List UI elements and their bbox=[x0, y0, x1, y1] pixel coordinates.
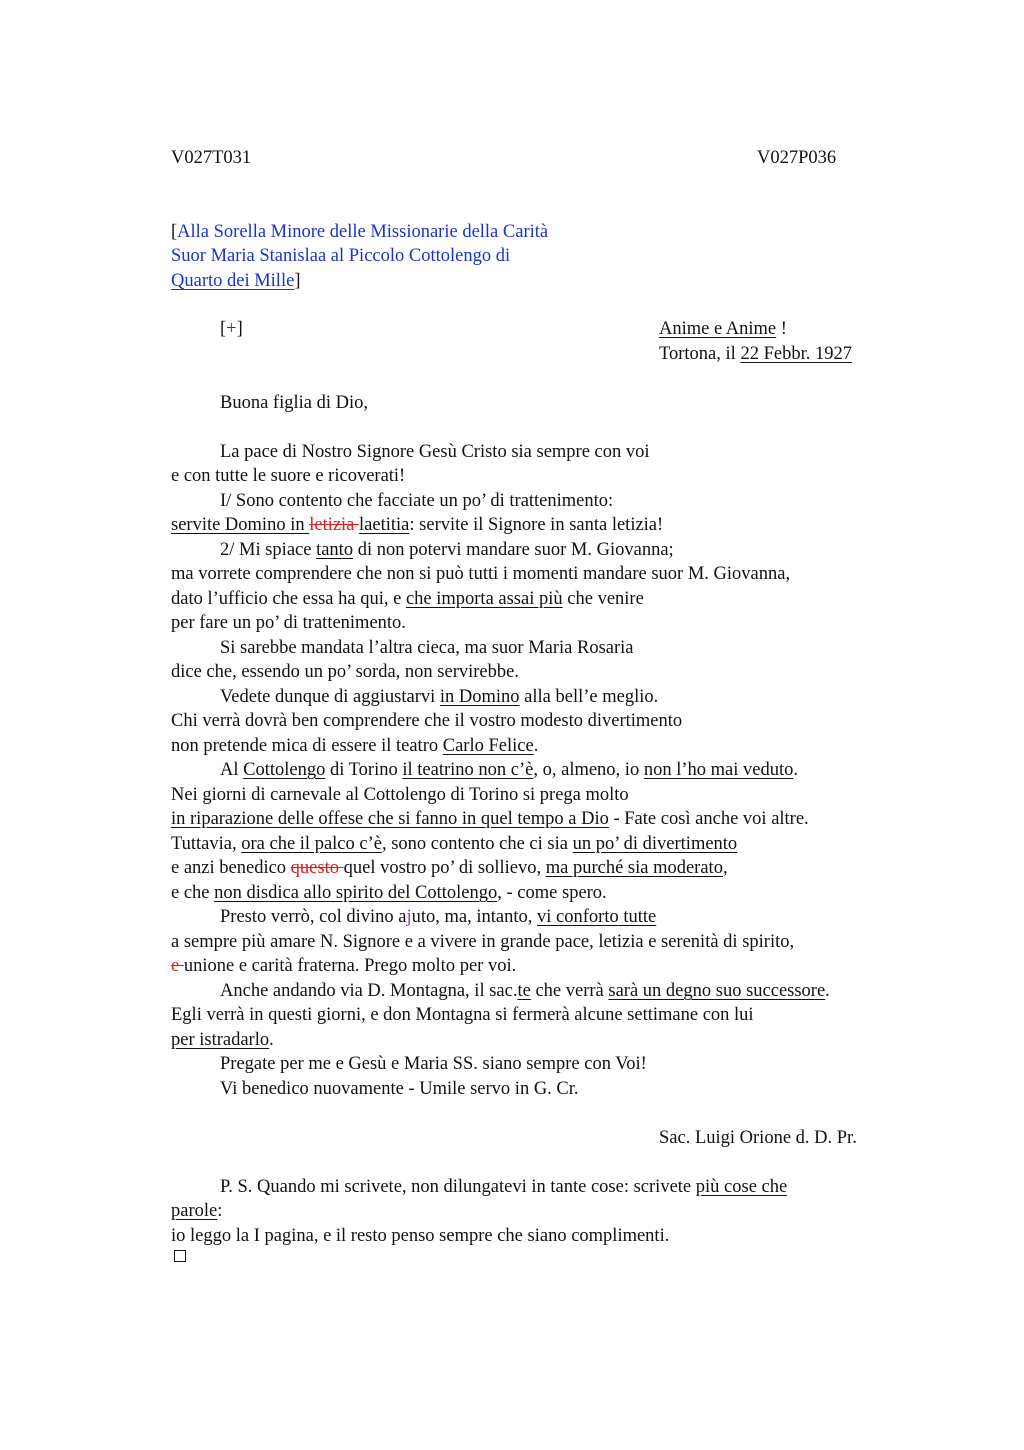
text-span: Al bbox=[220, 760, 244, 780]
underlined-phrase: servite Domino in bbox=[171, 515, 310, 535]
text-span: dato l’ufficio che essa ha qui, e bbox=[171, 589, 406, 609]
text-span: . bbox=[793, 760, 798, 780]
document-code-left: V027T031 bbox=[171, 148, 252, 168]
body-line bbox=[171, 884, 607, 903]
underlined-phrase: ora che il palco c’è bbox=[241, 834, 382, 854]
text-span: , bbox=[722, 858, 728, 878]
text-span: uto, ma, intanto, bbox=[411, 907, 538, 927]
body-line: e con tutte le suore e ricoverati! bbox=[171, 466, 406, 486]
end-box-icon bbox=[174, 1250, 186, 1262]
text-span: e anzi benedico bbox=[171, 858, 291, 878]
body-line: Nei giorni di carnevale al Cottolengo di Torino si prega molto bbox=[171, 785, 629, 805]
text-span: P. S. Quando mi scrivete, non dilungatevi in tante cose: scrivete bbox=[220, 1177, 696, 1197]
address-line-1: [Alla Sorella Minore delle Missionarie della Carità bbox=[171, 222, 549, 242]
underlined-phrase: vi conforto tutte bbox=[537, 907, 657, 927]
address-line-3: Quarto dei Mille] bbox=[171, 271, 301, 291]
body-line bbox=[220, 761, 798, 780]
underlined-phrase: parole bbox=[171, 1201, 218, 1221]
body-line: La pace di Nostro Signore Gesù Cristo sia sempre con voi bbox=[220, 442, 650, 462]
underlined-phrase: tanto bbox=[316, 540, 354, 560]
inserted-letter: j bbox=[406, 907, 412, 927]
text-span: , sono contento che ci sia bbox=[381, 834, 573, 854]
text-span: . bbox=[533, 736, 539, 756]
body-line: a sempre più amare N. Signore e a vivere in grande pace, letizia e serenità di spirito, bbox=[171, 932, 795, 952]
text-span: quel vostro po’ di sollievo, bbox=[343, 858, 546, 878]
text-span: . bbox=[825, 981, 830, 1001]
underlined-phrase: ma purché sia moderato bbox=[545, 858, 723, 878]
body-line bbox=[171, 516, 663, 535]
body-line bbox=[220, 982, 830, 1001]
underlined-phrase: in riparazione delle offese che si fanno in quel tempo a Dio bbox=[171, 809, 609, 829]
underlined-phrase: il teatrino non c’è bbox=[402, 760, 534, 780]
deleted-word: questo bbox=[290, 858, 344, 878]
underlined-phrase: Carlo Felice bbox=[442, 736, 534, 756]
signature: Sac. Luigi Orione d. D. Pr. bbox=[659, 1128, 857, 1148]
cross-mark: [+] bbox=[220, 319, 243, 339]
underlined-phrase: più cose che bbox=[695, 1177, 788, 1197]
text-span: di Torino bbox=[325, 760, 403, 780]
body-line bbox=[220, 541, 674, 560]
text-span: , o, almeno, io bbox=[533, 760, 644, 780]
text-span: che verrà bbox=[530, 981, 609, 1001]
text-span: Tuttavia, bbox=[171, 834, 242, 854]
salutation: Buona figlia di Dio, bbox=[220, 393, 368, 413]
text-span: , - come spero. bbox=[497, 883, 607, 903]
body-line: per fare un po’ di trattenimento. bbox=[171, 613, 406, 633]
document-code-right: V027P036 bbox=[757, 148, 837, 168]
underlined-phrase: laetitia bbox=[359, 515, 410, 535]
place: Tortona, il bbox=[659, 344, 741, 364]
underlined-phrase: Cottolengo bbox=[243, 760, 326, 780]
body-line: I/ Sono contento che facciate un po’ di trattenimento: bbox=[220, 491, 614, 511]
underlined-phrase: un po’ di divertimento bbox=[572, 834, 738, 854]
text-span: - Fate così anche voi altre. bbox=[608, 809, 809, 829]
underlined-phrase: in Domino bbox=[439, 687, 520, 707]
body-line bbox=[171, 737, 538, 756]
text-span: non pretende mica di essere il teatro bbox=[171, 736, 443, 756]
text-span: che venire bbox=[562, 589, 644, 609]
body-line bbox=[171, 1031, 274, 1050]
motto-text: Anime e Anime bbox=[659, 319, 777, 339]
text-span: 2/ Mi spiace bbox=[220, 540, 317, 560]
text-span: alla bell’e meglio. bbox=[519, 687, 659, 707]
text-span: unione e carità fraterna. Prego molto per voi. bbox=[183, 956, 517, 976]
text-span: Vedete dunque di aggiustarvi bbox=[220, 687, 440, 707]
body-line bbox=[171, 810, 809, 829]
cross-symbol: + bbox=[226, 319, 237, 339]
address-text-1: Alla Sorella Minore delle Missionarie della Carità bbox=[177, 222, 549, 242]
motto bbox=[659, 320, 787, 339]
address-text-3: Quarto dei Mille bbox=[171, 271, 295, 291]
body-line: dice che, essendo un po’ sorda, non servirebbe. bbox=[171, 662, 519, 682]
body-line bbox=[171, 957, 516, 976]
body-line: Chi verrà dovrà ben comprendere che il vostro modesto divertimento bbox=[171, 711, 683, 731]
text-span: Presto verrò, col divino a bbox=[220, 907, 407, 927]
body-line bbox=[171, 835, 737, 854]
underlined-phrase: per istradarlo bbox=[171, 1030, 270, 1050]
text-span: e che bbox=[171, 883, 215, 903]
body-line: Egli verrà in questi giorni, e don Montagna si fermerà alcune settimane con lui bbox=[171, 1005, 754, 1025]
underlined-phrase: te bbox=[517, 981, 531, 1001]
underlined-phrase: non disdica allo spirito del Cottolengo bbox=[214, 883, 498, 903]
deleted-word: letizia bbox=[309, 515, 360, 535]
place-date bbox=[659, 345, 852, 364]
text-span: di non potervi mandare suor M. Giovanna; bbox=[353, 540, 674, 560]
text-span: : servite il Signore in santa letizia! bbox=[409, 515, 664, 535]
underlined-phrase: non l’ho mai veduto bbox=[643, 760, 794, 780]
text-span: Anche andando via D. Montagna, il sac. bbox=[220, 981, 518, 1001]
underlined-phrase: che importa assai più bbox=[405, 589, 563, 609]
body-line bbox=[171, 590, 644, 609]
address-line-2: Suor Maria Stanislaa al Piccolo Cottolengo di bbox=[171, 246, 511, 266]
body-line bbox=[220, 908, 656, 927]
motto-mark: ! bbox=[776, 319, 787, 339]
text-span: : bbox=[217, 1201, 223, 1221]
body-line: ma vorrete comprendere che non si può tutti i momenti mandare suor M. Giovanna, bbox=[171, 564, 791, 584]
postscript-line bbox=[171, 1202, 222, 1221]
underlined-phrase: sarà un degno suo successore bbox=[608, 981, 826, 1001]
text-span: . bbox=[269, 1030, 274, 1050]
date: 22 Febbr. 1927 bbox=[740, 344, 852, 364]
deleted-word: e bbox=[171, 956, 184, 976]
body-line: Si sarebbe mandata l’altra cieca, ma suor Maria Rosaria bbox=[220, 638, 634, 658]
body-line: Pregate per me e Gesù e Maria SS. siano sempre con Voi! bbox=[220, 1054, 647, 1074]
postscript-line: io leggo la I pagina, e il resto penso sempre che siano complimenti. bbox=[171, 1226, 670, 1246]
postscript-line bbox=[220, 1178, 787, 1197]
body-line bbox=[220, 688, 658, 707]
body-line bbox=[171, 859, 728, 878]
body-line: Vi benedico nuovamente - Umile servo in G. Cr. bbox=[220, 1079, 579, 1099]
